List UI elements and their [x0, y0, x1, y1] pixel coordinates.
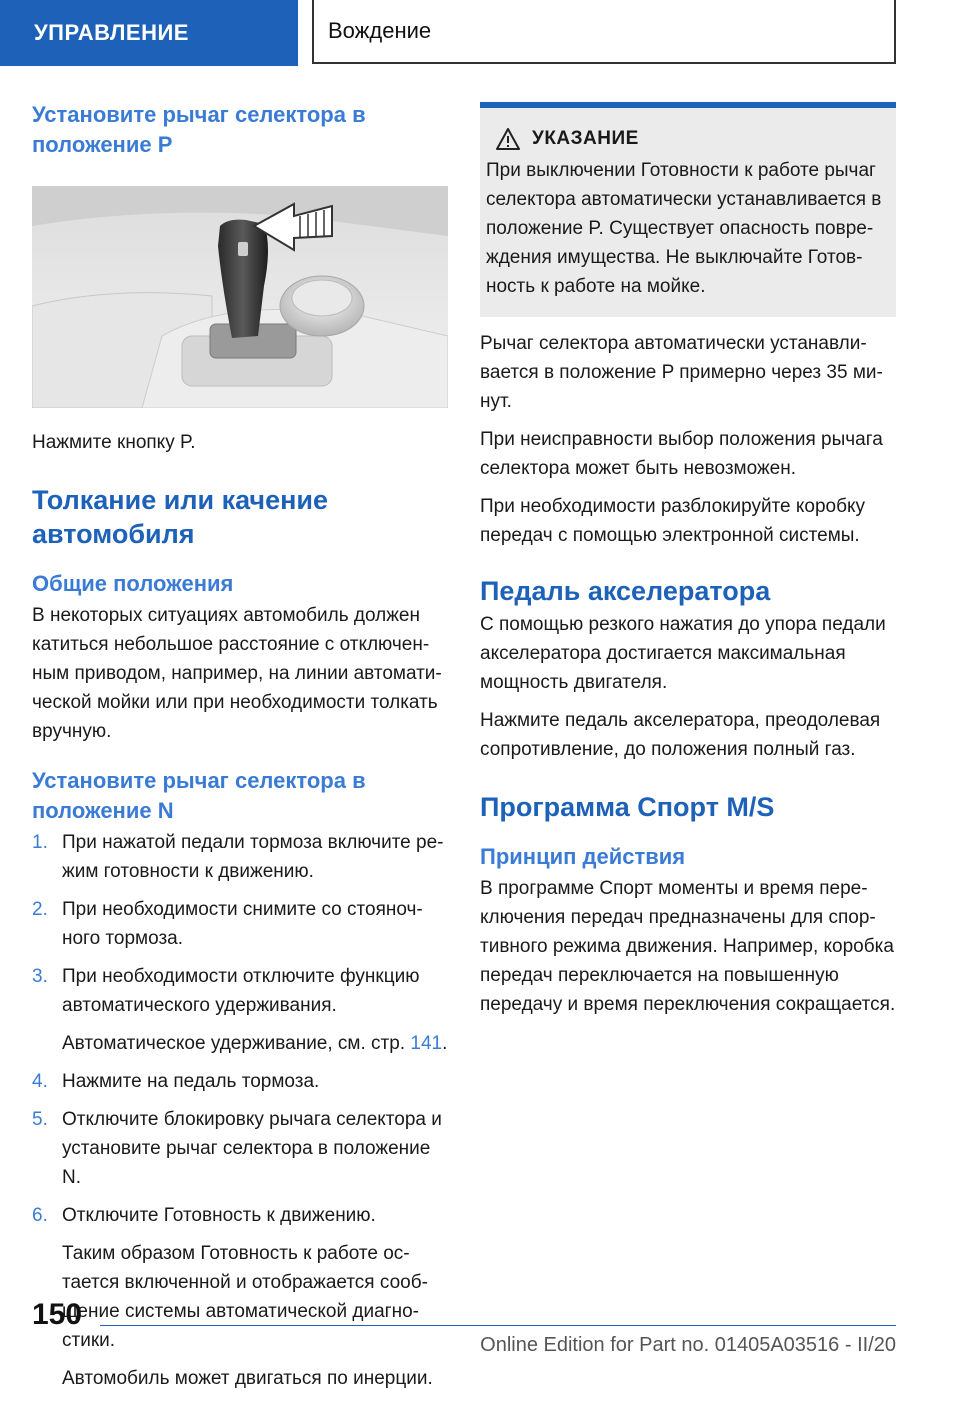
paragraph: Рычаг селектора автоматически устанавливается в положение P примерно через 35 минут. — [480, 333, 883, 412]
step-number: 5. — [32, 1109, 48, 1130]
step-text: При необходимости отключите функцию автоматического удерживания. — [62, 966, 420, 1016]
step-text: Нажмите на педаль тормоза. — [62, 1071, 320, 1092]
step-text: При нажатой педали тормоза включите режим готовности к движению. — [62, 832, 444, 882]
notice-text: При выключении Готовности к работе рычаг селектора автоматически устанавливается в положение P. Существует опасность повреждения имущества. Не выключайте Готовность к работе на мойке. — [486, 160, 882, 297]
notice-box — [480, 102, 896, 317]
page-number: 150 — [32, 1298, 83, 1331]
step-note-end: . — [442, 1033, 448, 1054]
footer-divider — [100, 1325, 896, 1326]
step-note: Автомобиль может двигаться по инерции. — [62, 1368, 433, 1389]
left-column — [32, 100, 448, 1402]
step-text: Отключите Готовность к движению. — [62, 1205, 376, 1226]
paragraph: При неисправности выбор положения рычага селектора может быть невозможен. — [480, 429, 883, 479]
warning-icon — [496, 128, 520, 150]
sub-general: Общие положения — [32, 571, 234, 596]
list-item — [32, 1105, 448, 1192]
list-item — [32, 828, 448, 886]
step-number: 3. — [32, 966, 48, 987]
list-item — [32, 1067, 448, 1096]
right-column — [480, 102, 896, 1019]
sub-principle: Принцип действия — [480, 844, 686, 869]
page-reference-link[interactable]: 141 — [410, 1033, 443, 1054]
step-number: 6. — [32, 1205, 48, 1226]
step-text: При необходимости снимите со стояночного тормоза. — [62, 899, 423, 949]
photo-caption: Нажмите кнопку P. — [32, 432, 196, 453]
pedal-paragraph: Нажмите педаль акселератора, преодолевая сопротивление, до положения полный газ. — [480, 710, 881, 760]
step-number: 1. — [32, 832, 48, 853]
heading-park: Установите рычаг селектора в положение P — [32, 102, 366, 157]
list-item — [32, 1201, 448, 1393]
notice-title: УКАЗАНИЕ — [532, 128, 639, 149]
pedal-paragraph: С помощью резкого нажатия до упора педали акселератора достигается максимальная мощность двигателя. — [480, 614, 886, 693]
section-push: Толкание или качение автомобиля — [32, 485, 329, 549]
list-item — [32, 895, 448, 953]
heading-neutral: Установите рычаг селектора в положение N — [32, 768, 366, 823]
section-tab: УПРАВЛЕНИЕ — [0, 0, 298, 66]
section-sport: Программа Спорт M/S — [480, 792, 775, 822]
step-note — [62, 1029, 448, 1058]
section-pedal: Педаль акселератора — [480, 576, 771, 606]
chapter-title: Вождение — [312, 0, 896, 64]
list-item — [32, 962, 448, 1058]
footer-edition: Online Edition for Part no. 01405A03516 - II/20 — [480, 1334, 896, 1356]
general-text: В некоторых ситуациях автомобиль должен катиться небольшое расстояние с отключенным приводом, например, на линии автоматической мойки или при необходимости толкать вручную. — [32, 605, 442, 742]
step-note: Таким образом Готовность к работе остается включенной и отображается сообщение системы автоматической диагностики. — [62, 1243, 428, 1351]
step-number: 2. — [32, 899, 48, 920]
notice-header — [496, 128, 882, 150]
principle-text: В программе Спорт моменты и время переключения передач предназначены для спортивного режима движения. Например, коробка передач переключается на повышенную передачу и время переключения сокращается. — [480, 878, 896, 1015]
step-number: 4. — [32, 1071, 48, 1092]
steps-list — [32, 828, 448, 1393]
gear-selector-photo — [32, 186, 448, 408]
step-note-text: Автоматическое удерживание, см. стр. — [62, 1033, 411, 1054]
paragraph: При необходимости разблокируйте коробку передач с помощью электронной системы. — [480, 496, 866, 546]
step-text: Отключите блокировку рычага селектора и установите рычаг селектора в положение N. — [62, 1109, 442, 1188]
